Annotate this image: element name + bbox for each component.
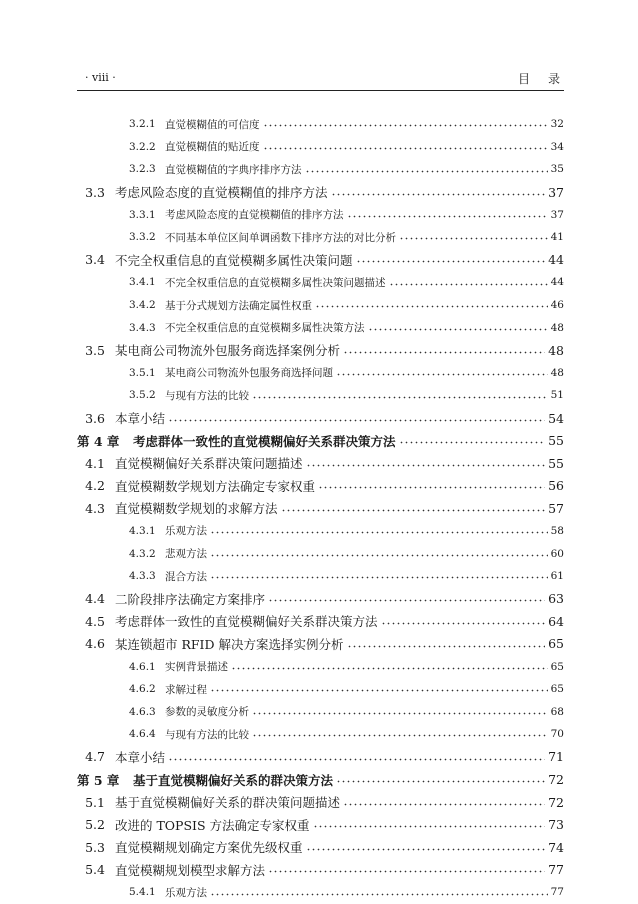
toc-entry[interactable] — [77, 836, 564, 859]
running-title: 目录 — [517, 72, 578, 86]
toc-entry[interactable] — [77, 746, 564, 769]
toc-entry-number: 4.1 — [85, 455, 105, 471]
toc-entry-page: 64 — [548, 613, 564, 629]
toc-entry-page: 48 — [550, 321, 564, 334]
toc-entry-page: 77 — [550, 886, 564, 899]
toc-entry[interactable] — [77, 881, 564, 904]
toc-entry[interactable] — [77, 452, 564, 475]
toc-entry[interactable] — [77, 587, 564, 610]
toc-entry-page: 48 — [550, 366, 564, 379]
dot-leader — [336, 368, 548, 379]
page-number: · viii · — [85, 71, 116, 84]
toc-entry-page: 60 — [550, 547, 564, 560]
toc-entry-number: 4.3.2 — [129, 547, 156, 560]
dot-leader — [399, 232, 548, 243]
toc-entry[interactable] — [77, 271, 564, 294]
dot-leader — [268, 593, 545, 606]
toc-entry-number: 3.4.2 — [129, 299, 156, 312]
toc-entry[interactable] — [77, 407, 564, 430]
toc-entry-title: 乐观方法 — [165, 525, 207, 538]
toc-entry-title: 不完全权重信息的直觉模糊多属性决策方法 — [165, 322, 365, 335]
dot-leader — [252, 706, 548, 717]
toc-entry-number: 4.5 — [85, 613, 105, 629]
dot-leader — [343, 344, 545, 357]
table-of-contents — [77, 113, 564, 904]
toc-entry[interactable] — [77, 181, 564, 204]
toc-entry-number: 3.5 — [85, 342, 105, 358]
dot-leader — [399, 434, 546, 447]
toc-entry-title: 混合方法 — [165, 570, 207, 583]
toc-entry-title: 直觉模糊规划模型求解方法 — [115, 862, 266, 878]
toc-entry-page: 77 — [548, 862, 564, 878]
toc-entry-page: 61 — [550, 570, 564, 583]
toc-entry-page: 37 — [550, 208, 564, 221]
toc-entry-title: 不完全权重信息的直觉模糊多属性决策问题描述 — [165, 276, 386, 289]
toc-entry-number: 5.4.1 — [129, 886, 156, 899]
dot-leader — [252, 729, 548, 740]
dot-leader — [318, 480, 545, 493]
toc-entry-title: 基于直觉模糊偏好关系的群决策方法 — [133, 772, 334, 788]
dot-leader — [268, 864, 545, 877]
toc-entry-page: 55 — [548, 433, 564, 449]
toc-entry-page: 48 — [548, 342, 564, 358]
toc-entry[interactable] — [77, 655, 564, 678]
toc-entry-number: 4.6.4 — [129, 728, 156, 741]
toc-entry-number: 3.4.1 — [129, 276, 156, 289]
toc-entry-number: 4.4 — [85, 591, 105, 607]
toc-entry-number: 3.2.1 — [129, 118, 156, 131]
dot-leader — [210, 684, 548, 695]
toc-entry-title: 考虑风险态度的直觉模糊值的排序方法 — [165, 209, 344, 222]
toc-entry-page: 51 — [550, 389, 564, 402]
toc-entry-page: 44 — [550, 276, 564, 289]
dot-leader — [305, 164, 548, 175]
dot-leader — [381, 615, 546, 628]
toc-entry[interactable] — [77, 813, 564, 836]
toc-entry-title: 直觉模糊值的可信度 — [165, 118, 260, 131]
toc-entry[interactable] — [77, 362, 564, 385]
toc-entry[interactable] — [77, 429, 564, 452]
dot-leader — [389, 277, 548, 288]
toc-entry-title: 本章小结 — [115, 749, 166, 765]
toc-entry-title: 实例背景描述 — [165, 661, 228, 674]
toc-entry-page: 72 — [548, 794, 564, 810]
toc-entry[interactable] — [77, 226, 564, 249]
toc-entry-page: 54 — [548, 410, 564, 426]
toc-entry-number: 第 4 章 — [77, 433, 120, 449]
toc-entry-title: 直觉模糊数学规划方法确定专家权重 — [115, 478, 316, 494]
toc-entry-number: 4.6 — [85, 636, 105, 652]
toc-entry-title: 某连锁超市 RFID 解决方案选择实例分析 — [115, 636, 344, 652]
toc-entry[interactable] — [77, 475, 564, 498]
toc-entry-number: 3.3.1 — [129, 208, 156, 221]
dot-leader — [336, 773, 545, 786]
dot-leader — [347, 638, 546, 651]
toc-entry[interactable] — [77, 316, 564, 339]
toc-entry-number: 4.7 — [85, 749, 105, 765]
dot-leader — [210, 526, 548, 537]
dot-leader — [210, 887, 548, 898]
page-header — [77, 66, 578, 91]
dot-leader — [306, 457, 546, 470]
toc-entry-number: 3.5.1 — [129, 366, 156, 379]
toc-entry-number: 4.3 — [85, 500, 105, 516]
toc-entry-title: 考虑群体一致性的直觉模糊偏好关系群决策方法 — [115, 614, 378, 630]
toc-entry-title: 乐观方法 — [165, 886, 207, 899]
toc-entry-page: 70 — [550, 728, 564, 741]
toc-entry-title: 与现有方法的比较 — [165, 728, 249, 741]
toc-entry-page: 73 — [548, 817, 564, 833]
dot-leader — [168, 412, 545, 425]
toc-entry-page: 55 — [548, 455, 564, 471]
dot-leader — [281, 502, 546, 515]
toc-entry-title: 某电商公司物流外包服务商选择问题 — [165, 367, 333, 380]
dot-leader — [331, 186, 546, 199]
toc-entry[interactable] — [77, 136, 564, 159]
toc-entry-page: 41 — [550, 231, 564, 244]
toc-entry-page: 57 — [548, 500, 564, 516]
toc-entry-title: 改进的 TOPSIS 方法确定专家权重 — [115, 817, 310, 833]
toc-entry-number: 3.4 — [85, 252, 105, 268]
toc-entry-page: 32 — [550, 118, 564, 131]
toc-entry-number: 3.5.2 — [129, 389, 156, 402]
toc-entry-page: 35 — [550, 163, 564, 176]
dot-leader — [263, 142, 548, 153]
toc-entry-title: 本章小结 — [115, 411, 166, 427]
toc-entry[interactable] — [77, 565, 564, 588]
toc-entry-number: 4.6.2 — [129, 683, 156, 696]
toc-entry[interactable] — [77, 384, 564, 407]
toc-entry-page: 44 — [548, 252, 564, 268]
toc-entry-number: 4.3.3 — [129, 570, 156, 583]
toc-entry[interactable] — [77, 113, 564, 136]
toc-entry-title: 直觉模糊偏好关系群决策问题描述 — [115, 456, 303, 472]
toc-entry-number: 4.2 — [85, 478, 105, 494]
dot-leader — [231, 661, 548, 672]
toc-entry[interactable] — [77, 294, 564, 317]
toc-entry[interactable] — [77, 542, 564, 565]
dot-leader — [347, 209, 548, 220]
toc-entry[interactable] — [77, 497, 564, 520]
toc-entry-title: 基于分式规划方法确定属性权重 — [165, 299, 312, 312]
toc-entry-title: 参数的灵敏度分析 — [165, 706, 249, 719]
toc-entry-number: 3.2.2 — [129, 140, 156, 153]
toc-entry[interactable] — [77, 859, 564, 882]
toc-entry[interactable] — [77, 723, 564, 746]
toc-entry-page: 56 — [548, 478, 564, 494]
dot-leader — [315, 300, 548, 311]
toc-entry-number: 5.3 — [85, 839, 105, 855]
toc-entry[interactable] — [77, 678, 564, 701]
toc-entry-title: 某电商公司物流外包服务商选择案例分析 — [115, 343, 341, 359]
toc-entry-title: 直觉模糊值的字典序排序方法 — [165, 163, 302, 176]
toc-entry-number: 5.4 — [85, 862, 105, 878]
toc-entry-page: 37 — [548, 184, 564, 200]
toc-entry-page: 46 — [550, 299, 564, 312]
dot-leader — [252, 390, 548, 401]
dot-leader — [210, 548, 548, 559]
toc-entry-page: 58 — [550, 524, 564, 537]
toc-entry-number: 4.6.1 — [129, 660, 156, 673]
toc-entry-page: 72 — [548, 772, 564, 788]
toc-entry-title: 考虑群体一致性的直觉模糊偏好关系群决策方法 — [133, 433, 396, 449]
toc-entry-number: 4.6.3 — [129, 705, 156, 718]
toc-entry[interactable] — [77, 520, 564, 543]
dot-leader — [306, 841, 546, 854]
toc-entry-title: 二阶段排序法确定方案排序 — [115, 591, 266, 607]
toc-entry-page: 65 — [548, 636, 564, 652]
toc-entry-page: 65 — [550, 660, 564, 673]
dot-leader — [356, 254, 546, 267]
dot-leader — [263, 119, 548, 130]
dot-leader — [343, 796, 545, 809]
toc-entry-number: 第 5 章 — [77, 772, 120, 788]
toc-entry[interactable] — [77, 610, 564, 633]
toc-entry-number: 3.3 — [85, 184, 105, 200]
toc-entry[interactable] — [77, 700, 564, 723]
toc-entry-number: 5.1 — [85, 794, 105, 810]
toc-entry-title: 基于直觉模糊偏好关系的群决策问题描述 — [115, 795, 341, 811]
dot-leader — [168, 751, 545, 764]
toc-entry-title: 求解过程 — [165, 683, 207, 696]
toc-entry-number: 4.3.1 — [129, 524, 156, 537]
toc-entry-number: 3.2.3 — [129, 163, 156, 176]
toc-entry-number: 3.4.3 — [129, 321, 156, 334]
toc-entry-title: 直觉模糊值的贴近度 — [165, 141, 260, 154]
toc-entry-title: 直觉模糊数学规划的求解方法 — [115, 501, 278, 517]
dot-leader — [313, 818, 546, 831]
toc-entry-page: 68 — [550, 705, 564, 718]
dot-leader — [210, 571, 548, 582]
toc-entry[interactable] — [77, 249, 564, 272]
toc-entry[interactable] — [77, 339, 564, 362]
toc-entry-page: 71 — [548, 749, 564, 765]
toc-entry-page: 34 — [550, 140, 564, 153]
toc-entry-title: 与现有方法的比较 — [165, 389, 249, 402]
toc-entry-number: 3.3.2 — [129, 231, 156, 244]
toc-entry-title: 悲观方法 — [165, 548, 207, 561]
dot-leader — [368, 322, 548, 333]
toc-entry[interactable] — [77, 158, 564, 181]
toc-entry-number: 3.6 — [85, 410, 105, 426]
toc-entry-page: 74 — [548, 839, 564, 855]
toc-entry-title: 直觉模糊规划确定方案优先级权重 — [115, 840, 303, 856]
toc-entry-title: 不同基本单位区间单调函数下排序方法的对比分析 — [165, 231, 396, 244]
toc-entry[interactable] — [77, 203, 564, 226]
toc-entry[interactable] — [77, 791, 564, 814]
toc-entry-page: 63 — [548, 591, 564, 607]
toc-entry[interactable] — [77, 768, 564, 791]
toc-entry-title: 考虑风险态度的直觉模糊值的排序方法 — [115, 185, 328, 201]
toc-entry-number: 5.2 — [85, 817, 105, 833]
toc-entry-page: 65 — [550, 683, 564, 696]
toc-entry[interactable] — [77, 633, 564, 656]
toc-entry-title: 不完全权重信息的直觉模糊多属性决策问题 — [115, 252, 353, 268]
